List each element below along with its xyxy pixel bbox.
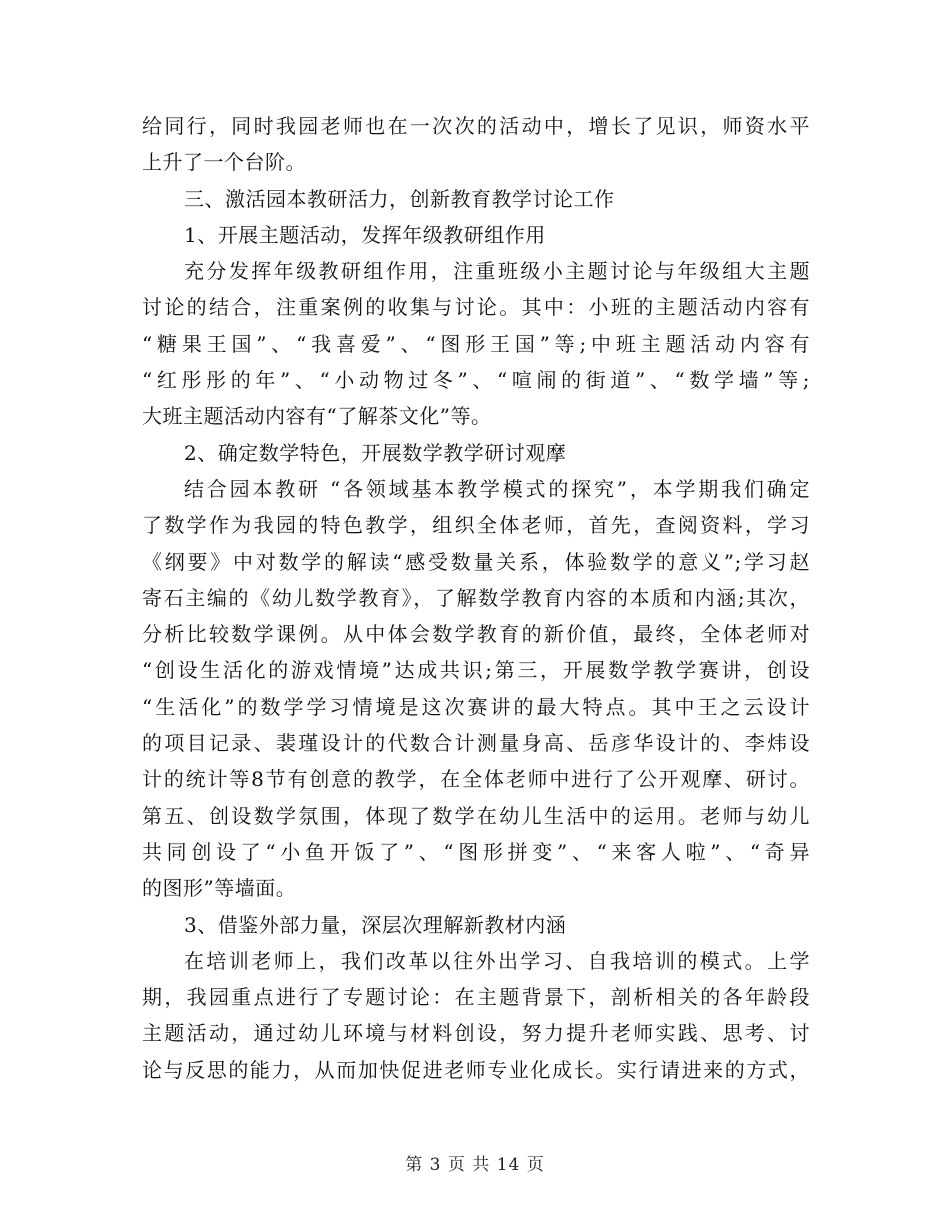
text-line: 了数学作为我园的特色教学，组织全体老师，首先，查阅资料，学习 [142,513,810,538]
text-line: 大班主题活动内容有“了解茶文化”等。 [142,404,492,429]
text-line: 的图形”等墙面。 [142,876,297,901]
text-line: 3、借鉴外部力量，深层次理解新教材内涵 [184,912,567,937]
text-line: 论与反思的能力，从而加快促进老师专业化成长。实行请进来的方式， [142,1057,810,1082]
text-line: 第五、创设数学氛围，体现了数学在幼儿生活中的运用。老师与幼儿 [142,803,810,828]
text-line: 在培训老师上，我们改革以往外出学习、自我培训的模式。上学 [184,948,810,973]
text-line: “创设生活化的游戏情境”达成共识;第三，开展数学教学赛讲，创设 [142,658,810,683]
text-line: 三、激活园本教研活力，创新教育教学讨论工作 [184,186,615,211]
text-line: 给同行，同时我园老师也在一次次的活动中，增长了见识，师资水平 [142,114,810,138]
text-line: 上升了一个台阶。 [142,150,306,175]
text-line: 寄石主编的《幼儿数学教育》，了解数学教育内容的本质和内涵;其次， [142,585,810,610]
text-line: 计的统计等8节有创意的教学，在全体老师中进行了公开观摩、研讨。 [142,767,810,792]
text-line: 讨论的结合，注重案例的收集与讨论。其中：小班的主题活动内容有 [142,295,810,320]
text-line: 主题活动，通过幼儿环境与材料创设，努力提升老师实践、思考、讨 [142,1021,810,1046]
text-line: “生活化”的数学学习情境是这次赛讲的最大特点。其中王之云设计 [142,694,810,719]
text-line: “红彤彤的年”、“小动物过冬”、“喧闹的街道”、“数学墙”等; [142,368,810,393]
text-line: 《纲要》中对数学的解读“感受数量关系，体验数学的意义”;学习赵 [142,549,810,574]
page-footer: 第 3 页 共 14 页 [405,1155,545,1175]
text-line: 1、开展主题活动，发挥年级教研组作用 [184,222,546,247]
body-text [142,108,810,1088]
text-line: 分析比较数学课例。从中体会数学教育的新价值，最终，全体老师对 [142,622,810,647]
text-line: 的项目记录、裴瑾设计的代数合计测量身高、岳彦华设计的、李炜设 [142,731,810,756]
text-line: 结合园本教研 “各领域基本教学模式的探究”，本学期我们确定 [184,476,810,501]
text-line: “糖果王国”、“我喜爱”、“图形王国”等;中班主题活动内容有 [142,331,810,356]
text-line: 期，我园重点进行了专题讨论：在主题背景下，剖析相关的各年龄段 [142,985,810,1010]
text-line: 共同创设了“小鱼开饭了”、“图形拼变”、“来客人啦”、“奇异 [142,839,810,864]
text-line: 充分发挥年级教研组作用，注重班级小主题讨论与年级组大主题 [184,259,810,284]
text-line: 2、确定数学特色，开展数学教学研讨观摩 [184,440,567,465]
